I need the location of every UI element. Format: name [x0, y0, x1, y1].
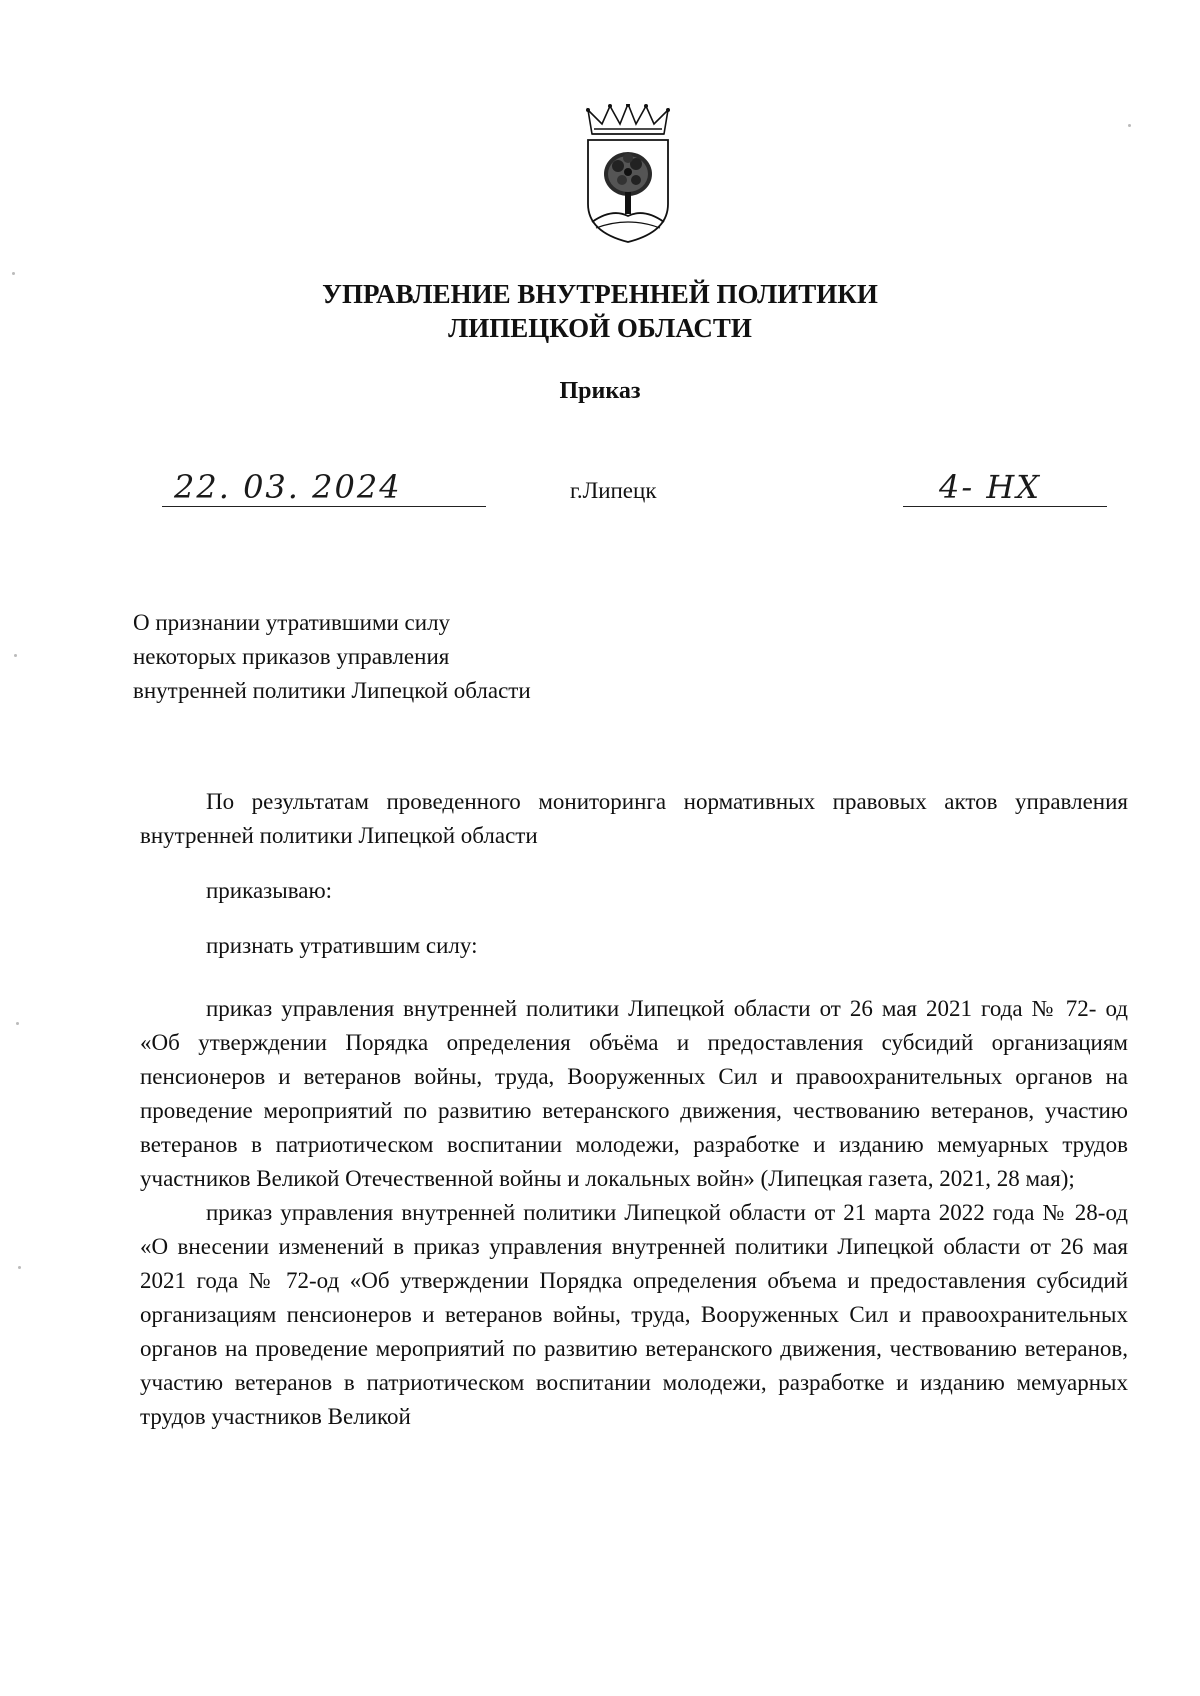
lipetsk-coat-of-arms-icon — [582, 104, 674, 246]
org-title-line1: УПРАВЛЕНИЕ ВНУТРЕННЕЙ ПОЛИТИКИ — [322, 279, 878, 309]
org-title-line2: ЛИПЕЦКОЙ ОБЛАСТИ — [448, 313, 752, 343]
list-item: приказ управления внутренней политики Липецкой области от 21 марта 2022 года № 28-од «О внесении изменений в приказ управления внутренней политики Липецкой области от 26 мая 2021 года № 72-од «Об утверждении Порядка определения объема и предоставления субсидий организациям пенсионеров и ветеранов войны, труда, Вооруженных Сил и правоохранительных органов на проведение мероприятий по развитию ветеранского движения, чествованию ветеранов, участию ветеранов в патриотическом воспитании молодежи, разработке и изданию мемуарных трудов участников Великой — [140, 1200, 1128, 1429]
subject-line: некоторых приказов управления — [133, 644, 450, 669]
repealed-orders-list — [140, 992, 1128, 1434]
city-label: г.Липецк — [570, 478, 657, 503]
scan-artifact — [18, 1266, 21, 1269]
handwritten-date: 22. 03. 2024 — [174, 468, 402, 506]
handwritten-number: 4- НХ — [939, 468, 1042, 506]
document-subject — [133, 606, 531, 708]
document-type: Приказ — [559, 378, 641, 404]
number-field — [903, 470, 1107, 507]
subject-line: О признании утратившими силу — [133, 610, 451, 635]
scan-artifact — [12, 272, 15, 275]
list-item: приказ управления внутренней политики Липецкой области от 26 мая 2021 года № 72- од «Об утверждении Порядка определения объёма и предоставления субсидий организациям пенсионеров и ветеранов войны, труда, Вооруженных Сил и правоохранительных органов на проведение мероприятий по развитию ветеранского движения, чествованию ветеранов, участию ветеранов в патриотическом воспитании молодежи, разработке и изданию мемуарных трудов участников Великой Отечественной войны и локальных войн» (Липецкая газета, 2021, 28 мая); — [140, 996, 1128, 1191]
order-word: приказываю: — [206, 878, 333, 903]
preamble-text: По результатам проведенного мониторинга нормативных правовых актов управления внутренней политики Липецкой области — [140, 789, 1128, 848]
scan-artifact — [1128, 124, 1131, 127]
preamble-paragraph — [140, 785, 1128, 853]
date-field — [162, 470, 486, 507]
scan-artifact — [16, 1022, 19, 1025]
scan-artifact — [14, 654, 17, 657]
subject-line: внутренней политики Липецкой области — [133, 678, 531, 703]
decision-text: признать утратившим силу: — [206, 933, 478, 958]
